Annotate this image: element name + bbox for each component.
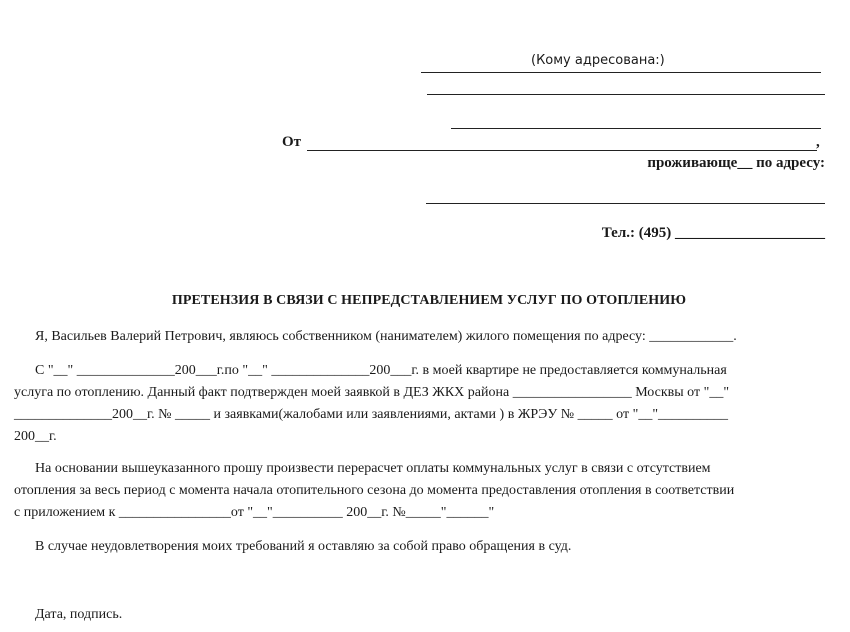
paragraph-3-line-2: отопления за весь период с момента начала отопительного сезона до момента предоставления отопления в соответствии: [14, 483, 735, 498]
document-title: ПРЕТЕНЗИЯ В СВЯЗИ С НЕПРЕДСТАВЛЕНИЕМ УСЛУГ ПО ОТОПЛЕНИЮ: [171, 293, 687, 308]
residing-address-line: [426, 203, 825, 204]
from-line-comma: ,: [816, 134, 820, 150]
paragraph-3-line-1: На основании вышеуказанного прошу произвести перерасчет оплаты коммунальных услуг в связи с отсутствием: [35, 461, 711, 476]
paragraph-4-line-1: В случае неудовлетворения моих требований я оставляю за собой право обращения в суд.: [35, 539, 572, 554]
paragraph-2-line-1: С "__" ______________200___г.по "__" ______________200___г. в моей квартире не предоставляется коммунальная: [35, 363, 727, 378]
from-line: [307, 150, 817, 151]
paragraph-2-line-2: услуга по отоплению. Данный факт подтвержден моей заявкой в ДЕЗ ЖКХ района _________________ Москвы от "__": [14, 385, 730, 400]
paragraph-2-line-3: ______________200__г. № _____ и заявками(жалобами или заявлениями, актами ) в ЖРЭУ № _____ от "__"__________: [14, 407, 729, 422]
addressee-line-2: [427, 94, 825, 95]
addressee-line-1: [421, 72, 821, 73]
addressee-line-3: [451, 128, 821, 129]
paragraph-2-line-4: 200__г.: [14, 429, 57, 444]
residing-label: проживающе__ по адресу:: [647, 155, 825, 171]
paragraph-1-line-1: Я, Васильев Валерий Петрович, являюсь собственником (нанимателем) жилого помещения по адресу: ____________.: [35, 329, 737, 344]
date-signature: Дата, подпись.: [35, 607, 123, 622]
from-label: От: [282, 134, 302, 150]
addressee-caption: (Кому адресована:): [531, 53, 665, 68]
paragraph-3-line-3: с приложением к ________________от "__"__________ 200__г. №_____"______": [14, 505, 495, 520]
phone-label: Тел.: (495) ____________________: [601, 225, 825, 241]
